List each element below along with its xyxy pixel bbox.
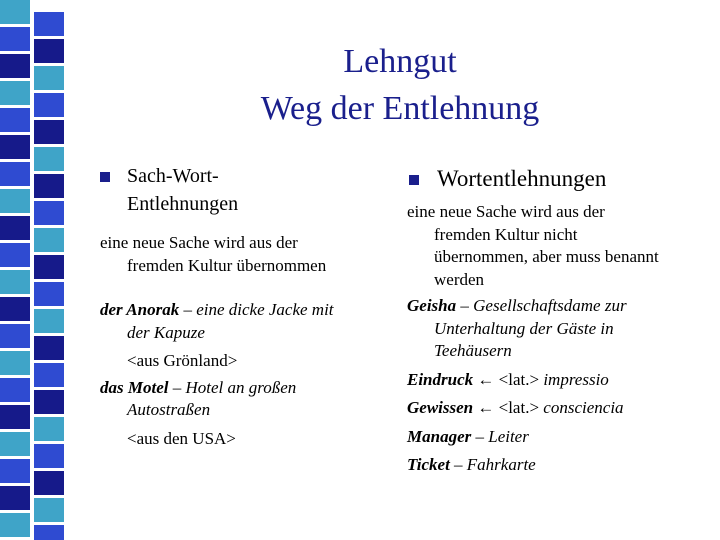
stripe-tile: [34, 12, 64, 36]
left-heading-line-1: Sach-Wort-: [127, 165, 219, 187]
example-gloss: eine dicke Jacke mit: [196, 300, 334, 319]
example-gloss-cont: Autostraßen: [127, 400, 211, 419]
example-term: Geisha: [407, 296, 457, 315]
stripe-tile: [0, 0, 30, 24]
example-term: Gewissen: [407, 398, 474, 417]
decorative-stripe: [0, 0, 65, 540]
example-term: Manager: [407, 426, 472, 446]
dash: –: [449, 455, 467, 474]
example-origin: <aus den USA>: [127, 428, 236, 448]
stripe-tile: [0, 378, 30, 402]
stripe-tile: [0, 297, 30, 321]
example-term: Ticket: [407, 455, 450, 474]
stripe-tile: [34, 282, 64, 306]
stripe-tile: [34, 93, 64, 117]
stripe-tile: [34, 120, 64, 144]
latin-tag: <lat.>: [498, 369, 540, 389]
example-gloss-cont: Teehäusern: [434, 341, 512, 360]
example-term: der Anorak: [100, 300, 180, 319]
left-example-2: [100, 377, 390, 400]
stripe-tile: [0, 459, 30, 483]
right-description: [407, 201, 707, 291]
stripe-tile: [34, 66, 64, 90]
stripe-tile: [0, 270, 30, 294]
right-example-2: [407, 369, 707, 392]
right-desc-line-4: werden: [434, 269, 485, 289]
left-heading: [100, 162, 390, 218]
stripe-tile: [34, 147, 64, 171]
right-desc-line-3: übernommen, aber muss benannt: [434, 247, 659, 266]
right-example-3: [407, 397, 707, 420]
stripe-tile: [0, 108, 30, 132]
stripe-tile: [0, 324, 30, 348]
example-term: Eindruck: [407, 369, 474, 389]
right-desc-line-2: fremden Kultur nicht: [434, 224, 578, 244]
stripe-tile: [0, 243, 30, 267]
stripe-tile: [0, 27, 30, 51]
stripe-tile: [34, 255, 64, 279]
stripe-tile: [0, 513, 30, 537]
right-heading-text: Wortentlehnungen: [437, 166, 607, 191]
stripe-tile: [34, 525, 64, 540]
left-examples: [100, 299, 390, 450]
example-term: das Motel: [100, 377, 169, 397]
right-desc-line-1: eine neue Sache wird aus der: [407, 202, 605, 221]
stripe-tile: [34, 444, 64, 468]
stripe-tile: [0, 162, 30, 186]
dash: –: [168, 377, 186, 397]
stripe-tile: [0, 81, 30, 105]
source-word: impressio: [539, 369, 609, 389]
right-example-4: [407, 426, 707, 449]
source-word: consciencia: [539, 398, 624, 417]
stripe-tile: [0, 405, 30, 429]
right-example-1: [407, 295, 707, 318]
stripe-tile: [0, 216, 30, 240]
square-bullet-icon: [100, 172, 110, 182]
left-example-1: [100, 299, 390, 322]
stripe-tile: [34, 363, 64, 387]
stripe-tile: [34, 471, 64, 495]
title-line-2: Weg der Entlehnung: [260, 90, 540, 127]
stripe-tile: [34, 498, 64, 522]
dash: –: [471, 426, 489, 446]
example-gloss-cont: Unterhaltung der Gäste in: [434, 318, 614, 338]
stripe-tile: [0, 54, 30, 78]
stripe-tile: [34, 174, 64, 198]
right-column: [407, 164, 707, 477]
example-gloss: Hotel an großen: [185, 377, 297, 397]
dash: –: [456, 296, 474, 315]
title-line-1: Lehngut: [343, 43, 457, 80]
source-word: Leiter: [488, 426, 529, 446]
right-examples: [407, 295, 707, 477]
latin-tag: <lat.>: [498, 398, 540, 417]
left-heading-line-2: Entlehnungen: [127, 193, 239, 215]
right-example-5: [407, 454, 707, 477]
left-desc-line-2: fremden Kultur übernommen: [127, 255, 327, 275]
stripe-tile: [34, 390, 64, 414]
stripe-tile: [0, 351, 30, 375]
stripe-tile: [34, 228, 64, 252]
stripe-tile: [34, 336, 64, 360]
example-origin: <aus Grönland>: [127, 351, 238, 370]
stripe-tile: [0, 189, 30, 213]
example-gloss: Gesellschaftsdame zur: [473, 296, 627, 315]
dash: –: [179, 300, 197, 319]
square-bullet-icon: [409, 175, 419, 185]
left-description: [100, 232, 390, 277]
example-gloss-cont: der Kapuze: [127, 322, 205, 342]
stripe-tile: [34, 39, 64, 63]
stripe-tile: [0, 432, 30, 456]
left-column: [100, 162, 390, 450]
left-arrow-icon: ←: [473, 398, 499, 417]
stripe-tile: [34, 417, 64, 441]
right-heading: [407, 164, 707, 194]
stripe-tile: [34, 201, 64, 225]
stripe-tile: [0, 486, 30, 510]
slide-title: [90, 38, 710, 132]
stripe-tile: [0, 135, 30, 159]
left-desc-line-1: eine neue Sache wird aus der: [100, 233, 298, 252]
source-word: Fahrkarte: [466, 455, 536, 474]
left-arrow-icon: ←: [473, 369, 499, 389]
stripe-tile: [34, 309, 64, 333]
